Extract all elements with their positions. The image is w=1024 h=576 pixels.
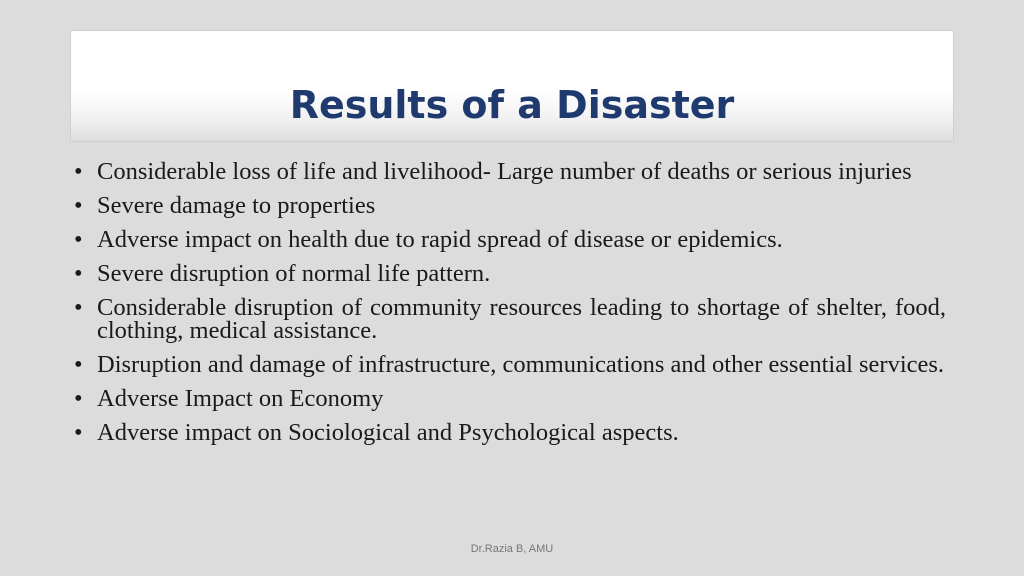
bullet-text: Adverse impact on Sociological and Psychological aspects. [97,419,679,446]
list-item [74,194,946,217]
footer-credit: Dr.Razia B, AMU [470,543,554,555]
bullet-text: Considerable disruption of community resources leading to shortage of shelter, food, clothing, medical assistance. [97,294,946,344]
bullet-icon: • [74,158,83,185]
list-item [74,296,946,342]
list-item [74,228,946,251]
bullet-icon: • [74,192,83,219]
list-item [74,421,946,444]
bullet-text: Severe disruption of normal life pattern. [97,260,491,287]
bullet-icon: • [74,260,83,287]
bullet-text: Disruption and damage of infrastructure, communications and other essential services. [97,351,945,378]
bullet-icon: • [74,385,83,412]
list-item [74,262,946,285]
bullet-text: Adverse Impact on Economy [97,385,384,412]
bullet-text: Severe damage to properties [97,192,376,219]
bullet-list [74,160,946,455]
bullet-text: Adverse impact on health due to rapid spread of disease or epidemics. [97,226,783,253]
list-item [74,160,946,183]
bullet-icon: • [74,294,83,321]
slide-title: Results of a Disaster [289,83,735,127]
bullet-icon: • [74,226,83,253]
title-banner [70,30,954,142]
list-item [74,387,946,410]
bullet-text: Considerable loss of life and livelihood- Large number of deaths or serious injuries [97,158,912,185]
list-item [74,353,946,376]
bullet-icon: • [74,419,83,446]
bullet-icon: • [74,351,83,378]
